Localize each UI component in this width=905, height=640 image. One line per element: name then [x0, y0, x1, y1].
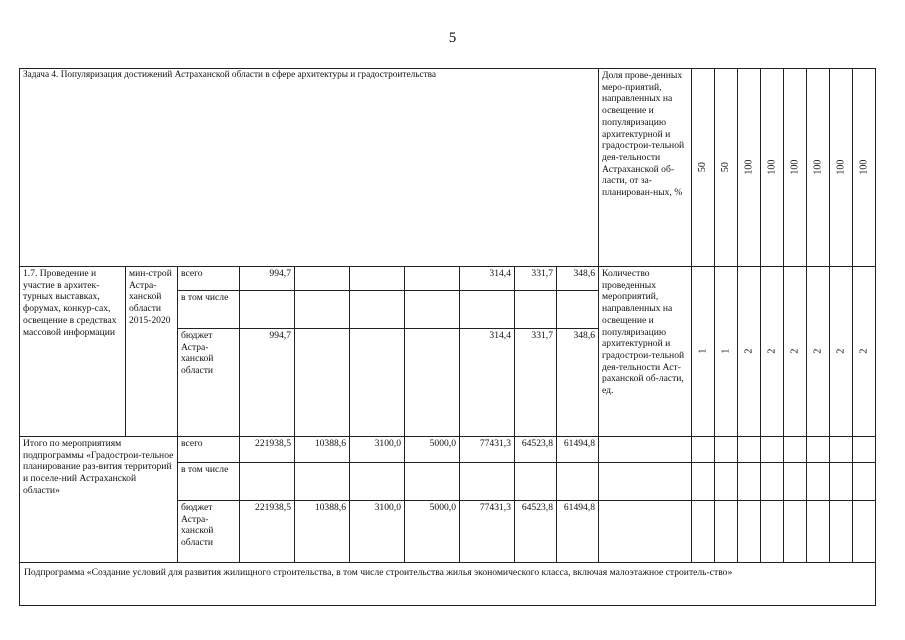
empty-cell [738, 501, 761, 563]
row-label: бюджет Астра-ханской области [178, 501, 240, 563]
empty-cell [807, 501, 830, 563]
amount-cell [405, 267, 460, 291]
activity-name: 1.7. Проведение и участие в архитек-турных выставках, форумах, конкур-сах, освещение в средствах массовой информации [20, 267, 126, 437]
activity-indicator-value: 2 [853, 267, 876, 437]
empty-cell [761, 501, 784, 563]
amount-cell: 64523,8 [515, 501, 557, 563]
empty-cell [807, 463, 830, 501]
row-label: в том числе [178, 463, 240, 501]
activity-indicator-value: 1 [692, 267, 715, 437]
amount-cell [295, 267, 350, 291]
amount-cell [515, 463, 557, 501]
amount-cell: 10388,6 [295, 437, 350, 463]
empty-cell [692, 437, 715, 463]
amount-cell: 64523,8 [515, 437, 557, 463]
amount-cell: 5000,0 [405, 501, 460, 563]
amount-cell [240, 463, 295, 501]
activity-indicator-value: 2 [761, 267, 784, 437]
amount-cell [405, 291, 460, 329]
amount-cell [515, 291, 557, 329]
task-row [20, 69, 876, 267]
activity-indicator: Количество проведенных мероприятий, направленных на освещение и популяризацию архитектурной и градострои-тельной дея-тельности Аст-раханской об-ласти, ед. [599, 267, 692, 437]
amount-cell [557, 463, 599, 501]
empty-cell [599, 501, 692, 563]
amount-cell [240, 291, 295, 329]
amount-cell [350, 463, 405, 501]
amount-cell: 348,6 [557, 267, 599, 291]
empty-cell [830, 463, 853, 501]
activity-indicator-value: 2 [830, 267, 853, 437]
amount-cell: 331,7 [515, 267, 557, 291]
amount-cell [350, 329, 405, 437]
empty-cell [692, 463, 715, 501]
empty-cell [853, 437, 876, 463]
empty-cell [830, 501, 853, 563]
empty-cell [599, 437, 692, 463]
amount-cell [350, 291, 405, 329]
amount-cell: 314,4 [460, 329, 515, 437]
amount-cell: 994,7 [240, 329, 295, 437]
program-table [19, 68, 876, 606]
empty-cell [599, 463, 692, 501]
empty-cell [761, 463, 784, 501]
empty-cell [761, 437, 784, 463]
task-indicator: Доля прове-денных меро-приятий, направленных на освещение и популяризацию архитектурной и градострои-тельной дея-тельности Астраханской об-ласти, от за-планирован-ных, % [599, 69, 692, 267]
amount-cell: 77431,3 [460, 501, 515, 563]
amount-cell [350, 267, 405, 291]
amount-cell [460, 291, 515, 329]
activity-indicator-value: 1 [715, 267, 738, 437]
page-number: 5 [448, 30, 457, 46]
empty-cell [715, 501, 738, 563]
row-label: всего [178, 437, 240, 463]
empty-cell [853, 463, 876, 501]
empty-cell [853, 501, 876, 563]
activity-row-total [20, 267, 876, 291]
amount-cell [405, 463, 460, 501]
amount-cell [460, 463, 515, 501]
row-label: бюджет Астра-ханской области [178, 329, 240, 437]
activity-executor: мин-строй Астра-ханской области 2015-2020 [126, 267, 178, 437]
amount-cell: 314,4 [460, 267, 515, 291]
amount-cell [295, 329, 350, 437]
amount-cell: 348,6 [557, 329, 599, 437]
amount-cell [295, 291, 350, 329]
empty-cell [784, 463, 807, 501]
amount-cell: 221938,5 [240, 437, 295, 463]
amount-cell [557, 291, 599, 329]
amount-cell: 77431,3 [460, 437, 515, 463]
amount-cell: 5000,0 [405, 437, 460, 463]
amount-cell: 3100,0 [350, 501, 405, 563]
row-label: всего [178, 267, 240, 291]
subprogram-row [20, 563, 876, 606]
amount-cell: 3100,0 [350, 437, 405, 463]
activity-indicator-value: 2 [807, 267, 830, 437]
empty-cell [715, 437, 738, 463]
task-indicator-value: 100 [784, 69, 807, 267]
task-indicator-value: 100 [807, 69, 830, 267]
empty-cell [738, 437, 761, 463]
amount-cell: 221938,5 [240, 501, 295, 563]
empty-cell [715, 463, 738, 501]
amount-cell: 994,7 [240, 267, 295, 291]
amount-cell: 331,7 [515, 329, 557, 437]
amount-cell: 61494,8 [557, 437, 599, 463]
activity-indicator-value: 2 [738, 267, 761, 437]
empty-cell [692, 501, 715, 563]
task-indicator-value: 50 [692, 69, 715, 267]
task-indicator-value: 100 [830, 69, 853, 267]
total-name: Итого по мероприятиям подпрограммы «Градострои-тельное планирование раз-вития территорий и поселе-ний Астраханской области» [20, 437, 178, 563]
task-indicator-value: 100 [738, 69, 761, 267]
task-indicator-value: 100 [761, 69, 784, 267]
empty-cell [784, 501, 807, 563]
amount-cell [405, 329, 460, 437]
total-row-total [20, 437, 876, 463]
amount-cell [295, 463, 350, 501]
amount-cell: 10388,6 [295, 501, 350, 563]
amount-cell: 61494,8 [557, 501, 599, 563]
row-label: в том числе [178, 291, 240, 329]
empty-cell [807, 437, 830, 463]
task-indicator-value: 50 [715, 69, 738, 267]
empty-cell [830, 437, 853, 463]
empty-cell [784, 437, 807, 463]
task-indicator-value: 100 [853, 69, 876, 267]
empty-cell [738, 463, 761, 501]
task-title: Задача 4. Популяризация достижений Астраханской области в сфере архитектуры и градостроительства [20, 69, 599, 267]
activity-indicator-value: 2 [784, 267, 807, 437]
subprogram-title: Подпрограмма «Создание условий для развития жилищного строительства, в том числе строительства жилья экономического класса, включая малоэтажное строитель-ство» [20, 563, 876, 606]
